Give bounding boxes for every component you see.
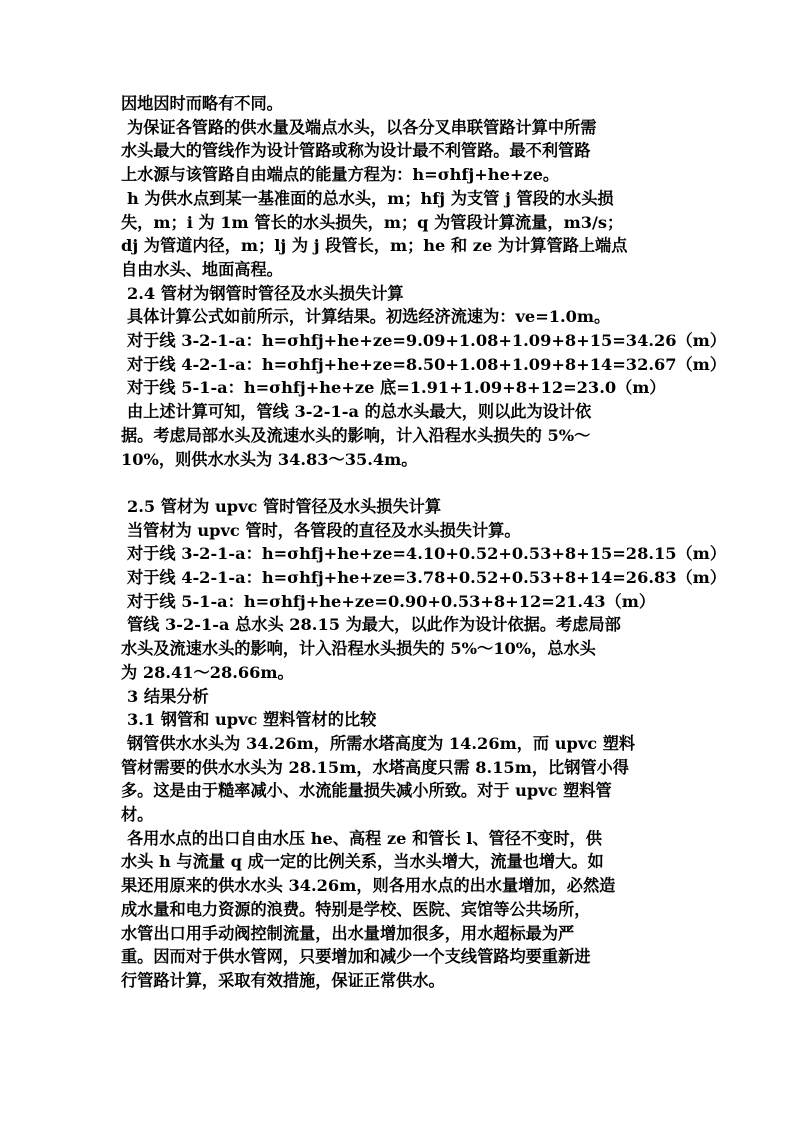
section-heading: 3 结果分析 (127, 686, 209, 706)
text-line: 果还用原来的供水水头 34.26m，则各用水点的出水量增加，必然造 (121, 876, 616, 896)
text-line: 管线 3-2-1-a 总水头 28.15 为最大，以此作为设计依据。考虑局部 (127, 615, 621, 635)
text-line: dj 为管道内径，m；lj 为 j 段管长，m；he 和 ze 为计算管路上端点 (121, 236, 628, 256)
text-line: 管材需要的供水水头为 28.15m，水塔高度只需 8.15m，比钢管小得 (121, 757, 629, 777)
formula-line: 对于线 5-1-a：h=σhfj+he+ze=0.90+0.53+8+12=21.43（m） (127, 591, 656, 611)
text-line: 重。因而对于供水管网，只要增加和减少一个支线管路均要重新进 (121, 947, 591, 967)
blank-line (121, 471, 677, 495)
text-line: 水头 h 与流量 q 成一定的比例关系，当水头增大，流量也增大。如 (121, 852, 604, 872)
text-line: 由上述计算可知，管线 3-2-1-a 的总水头最大，则以此为设计依 (127, 402, 592, 422)
text-line: 当管材为 upvc 管时，各管段的直径及水头损失计算。 (127, 520, 521, 540)
formula-line: 对于线 4-2-1-a：h=σhfj+he+ze=8.50+1.08+1.09+8+14=32.67（m） (127, 354, 727, 374)
formula-line: 对于线 4-2-1-a：h=σhfj+he+ze=3.78+0.52+0.53+8+14=26.83（m） (127, 568, 727, 588)
text-line: 水管出口用手动阀控制流量，出水量增加很多，用水超标最为严 (121, 923, 575, 943)
text-line: 自由水头、地面高程。 (121, 259, 283, 279)
text-line: 钢管供水水头为 34.26m，所需水塔高度为 14.26m，而 upvc 塑料 (127, 733, 636, 753)
document-body (121, 92, 727, 993)
section-heading: 2.4 管材为钢管时管径及水头损失计算 (127, 283, 404, 303)
text-line: 为 28.41～28.66m。 (121, 662, 294, 682)
text-line: 上水源与该管路自由端点的能量方程为：h=σhfj+he+ze。 (121, 165, 560, 185)
text-line: 因地因时而略有不同。 (121, 94, 283, 113)
text-line: 据。考虑局部水头及流速水头的影响，计入沿程水头损失的 5%～ (121, 425, 591, 445)
text-line: 材。 (121, 805, 154, 825)
section-heading: 3.1 钢管和 upvc 塑料管材的比较 (127, 710, 377, 730)
text-line: 失，m；i 为 1m 管长的水头损失，m；q 为管段计算流量，m3/s； (121, 212, 624, 232)
text-line: 10%，则供水水头为 34.83～35.4m。 (121, 449, 418, 469)
formula-line: 对于线 3-2-1-a：h=σhfj+he+ze=9.09+1.08+1.09+8+15=34.26（m） (127, 331, 727, 351)
text-line: 水头及流速水头的影响，计入沿程水头损失的 5%～10%，总水头 (121, 639, 596, 659)
text-line: 各用水点的出口自由水压 he、高程 ze 和管长 l、管径不变时，供 (127, 828, 602, 848)
formula-line: 对于线 3-2-1-a：h=σhfj+he+ze=4.10+0.52+0.53+8+15=28.15（m） (127, 544, 727, 564)
text-line: 为保证各管路的供水量及端点水头，以各分叉串联管路计算中所需 (127, 117, 597, 137)
text-line: 成水量和电力资源的浪费。特别是学校、医院、宾馆等公共场所， (121, 899, 591, 919)
text-line: 行管路计算，采取有效措施，保证正常供水。 (121, 971, 445, 990)
text-line: h 为供水点到某一基准面的总水头，m；hfj 为支管 j 管段的水头损 (127, 188, 614, 208)
text-line: 多。这是由于糙率减小、水流能量损失减小所致。对于 upvc 塑料管 (121, 781, 612, 801)
formula-line: 对于线 5-1-a：h=σhfj+he+ze 底=1.91+1.09+8+12=23.0（m） (127, 378, 666, 398)
text-line: 具体计算公式如前所示，计算结果。初选经济流速为：ve=1.0m。 (127, 307, 611, 327)
section-heading: 2.5 管材为 upvc 管时管径及水头损失计算 (127, 496, 442, 516)
text-line: 水头最大的管线作为设计管路或称为设计最不利管路。最不利管路 (121, 141, 591, 161)
